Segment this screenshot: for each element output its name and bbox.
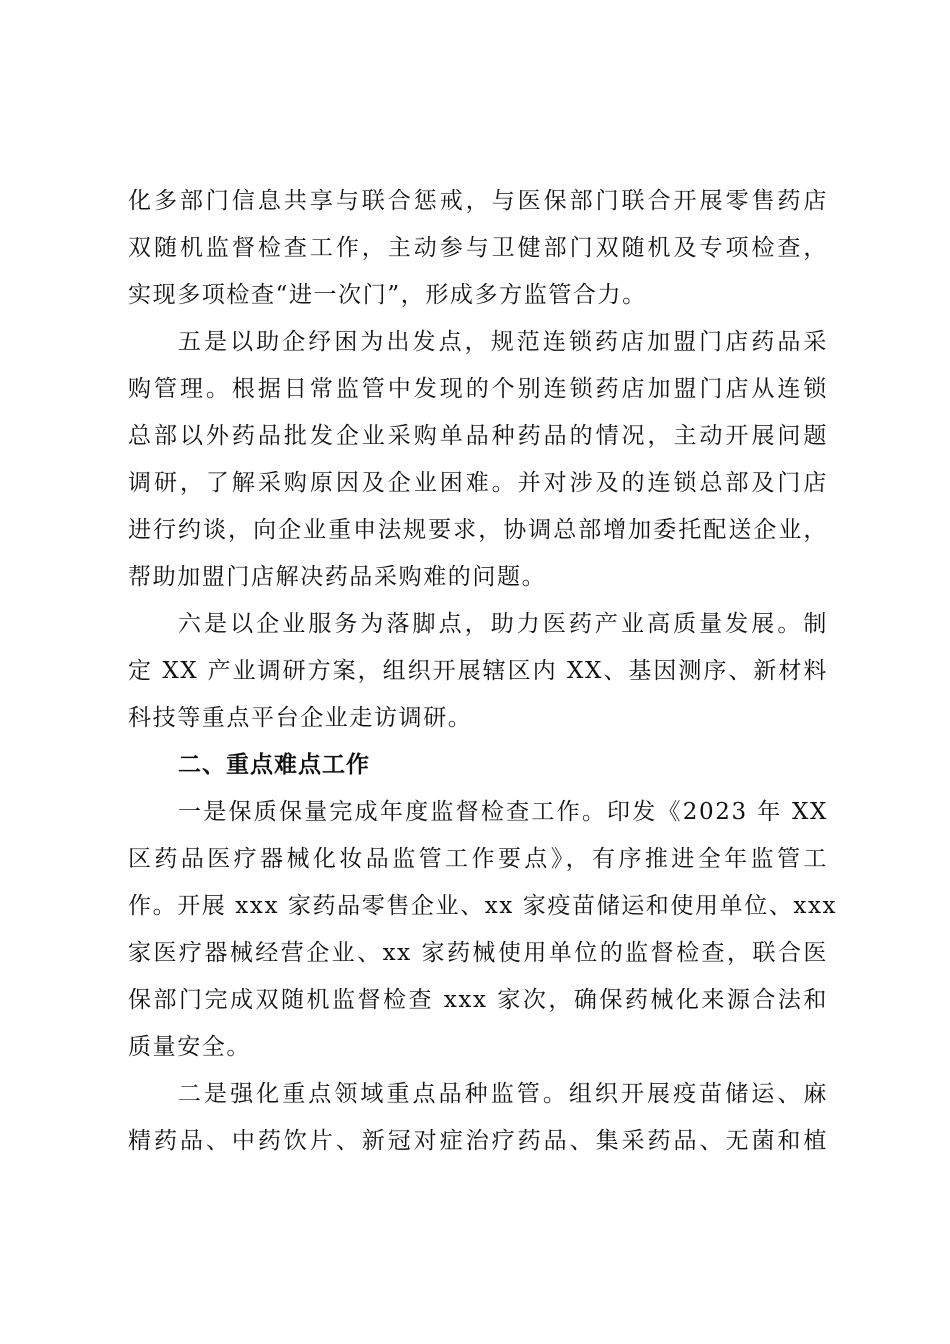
paragraph-first-line: 六是以企业服务为落脚点，助力医药产业高质量发展。制 [178,611,828,637]
text-line: 进行约谈，向企业重申法规要求，协调总部增加委托配送企业， [128,517,828,543]
paragraph-first-line: 五是以助企纾困为出发点，规范连锁药店加盟门店药品采 [178,329,828,355]
text-line: 帮助加盟门店解决药品采购难的问题。 [128,564,547,590]
paragraph-first-line: 一是保质保量完成年度监督检查工作。印发《2023 年 XX [178,799,828,825]
text-line: 作。开展 xxx 家药品零售企业、xx 家疫苗储运和使用单位、xxx [128,893,838,919]
paragraph-first-line: 二是强化重点领域重点品种监管。组织开展疫苗储运、麻 [178,1081,828,1107]
text-line: 质量安全。 [128,1034,251,1060]
text-line: 定 XX 产业调研方案，组织开展辖区内 XX、基因测序、新材料 [128,658,828,684]
text-line: 化多部门信息共享与联合惩戒，与医保部门联合开展零售药店 [128,188,828,214]
text-line: 保部门完成双随机监督检查 xxx 家次，确保药械化来源合法和 [128,987,828,1013]
text-line: 区药品医疗器械化妆品监管工作要点》，有序推进全年监管工 [128,846,828,872]
text-line: 科技等重点平台企业走访调研。 [128,705,473,731]
text-line: 实现多项检查“进一次门”，形成多方监管合力。 [128,282,647,308]
text-line: 家医疗器械经营企业、xx 家药械使用单位的监督检查，联合医 [128,940,828,966]
text-line: 调研，了解采购原因及企业困难。并对涉及的连锁总部及门店 [128,470,828,496]
text-line: 精药品、中药饮片、新冠对症治疗药品、集采药品、无菌和植 [128,1128,828,1154]
section-heading: 二、重点难点工作 [178,752,370,778]
text-line: 双随机监督检查工作，主动参与卫健部门双随机及专项检查， [128,235,828,261]
text-line: 总部以外药品批发企业采购单品种药品的情况，主动开展问题 [128,423,828,449]
text-line: 购管理。根据日常监管中发现的个别连锁药店加盟门店从连锁 [128,376,828,402]
